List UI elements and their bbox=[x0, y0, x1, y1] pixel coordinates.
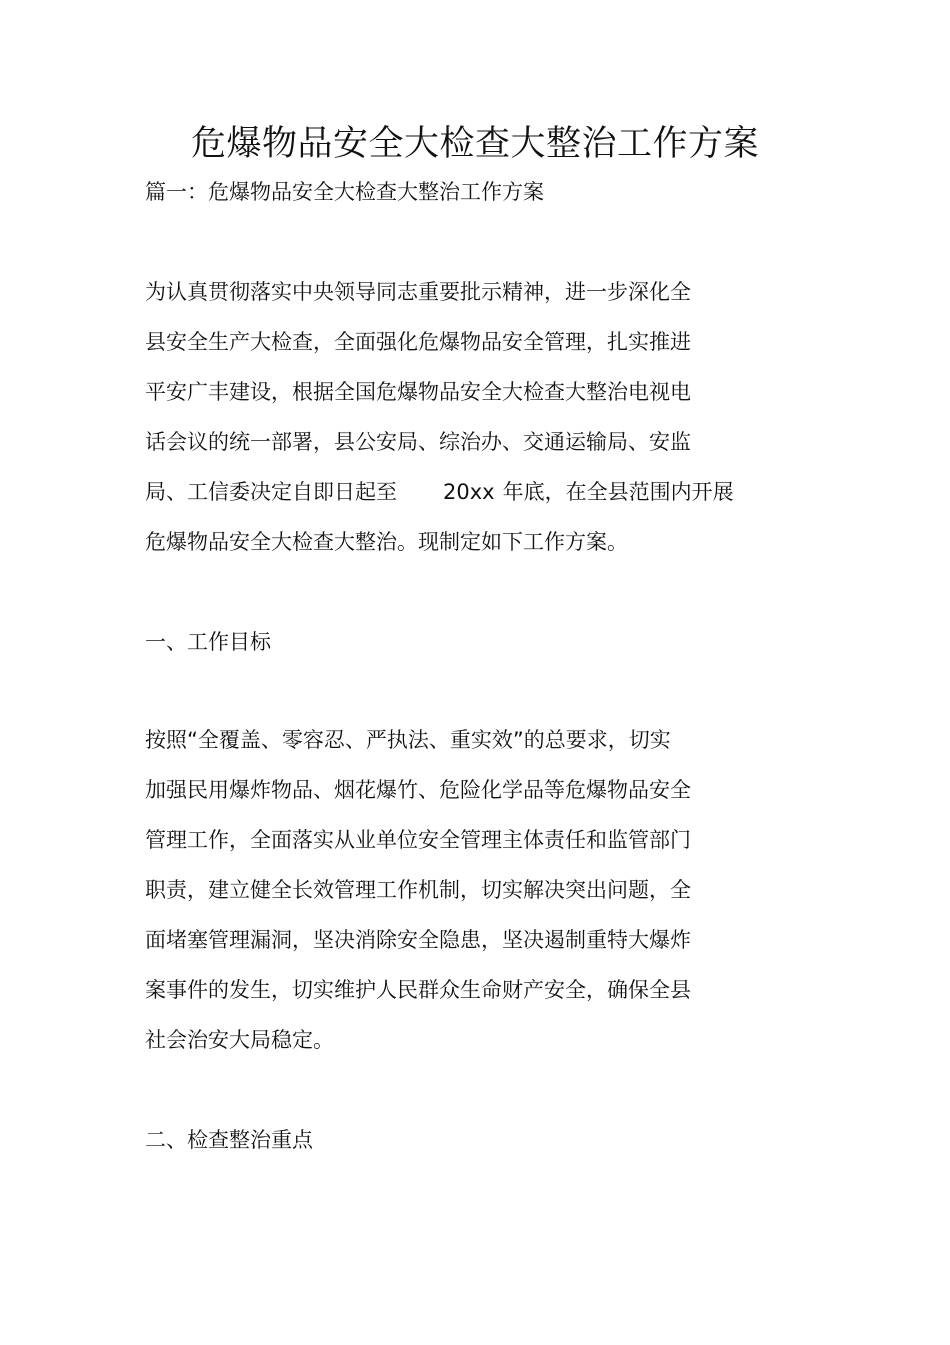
section-1-line: 面堵塞管理漏洞，坚决消除安全隐患，坚决遏制重特大爆炸 bbox=[145, 928, 691, 952]
section-1-line: 加强民用爆炸物品、烟花爆竹、危险化学品等危爆物品安全 bbox=[145, 778, 691, 802]
document-subtitle: 篇一：危爆物品安全大检查大整治工作方案 bbox=[145, 180, 544, 204]
intro-line-5 bbox=[145, 474, 734, 510]
intro-line-3: 平安广丰建设，根据全国危爆物品安全大检查大整治电视电 bbox=[145, 380, 691, 404]
intro-line-5-end: 年底，在全县范围内开展 bbox=[502, 480, 734, 504]
document-title: 危爆物品安全大检查大整治工作方案 bbox=[190, 124, 759, 164]
section-1-line: 社会治安大局稳定。 bbox=[145, 1028, 334, 1052]
intro-line-5-start: 局、工信委决定自即日起至 bbox=[145, 480, 397, 504]
section-1-line: 按照“全覆盖、零容忍、严执法、重实效”的总要求，切实 bbox=[145, 728, 671, 752]
section-1-line: 职责，建立健全长效管理工作机制，切实解决突出问题，全 bbox=[145, 878, 691, 902]
section-1-line: 管理工作，全面落实从业单位安全管理主体责任和监管部门 bbox=[145, 828, 691, 852]
intro-line-4: 话会议的统一部署，县公安局、综治办、交通运输局、安监 bbox=[145, 430, 691, 454]
intro-line-2: 县安全生产大检查，全面强化危爆物品安全管理，扎实推进 bbox=[145, 330, 691, 354]
year-value: 20xx bbox=[443, 480, 495, 504]
section-1-heading: 一、工作目标 bbox=[145, 630, 271, 654]
section-2-heading: 二、检查整治重点 bbox=[145, 1128, 313, 1152]
intro-line-6: 危爆物品安全大检查大整治。现制定如下工作方案。 bbox=[145, 530, 628, 554]
section-1-line: 案事件的发生，切实维护人民群众生命财产安全，确保全县 bbox=[145, 978, 691, 1002]
intro-line-1: 为认真贯彻落实中央领导同志重要批示精神，进一步深化全 bbox=[145, 280, 691, 304]
